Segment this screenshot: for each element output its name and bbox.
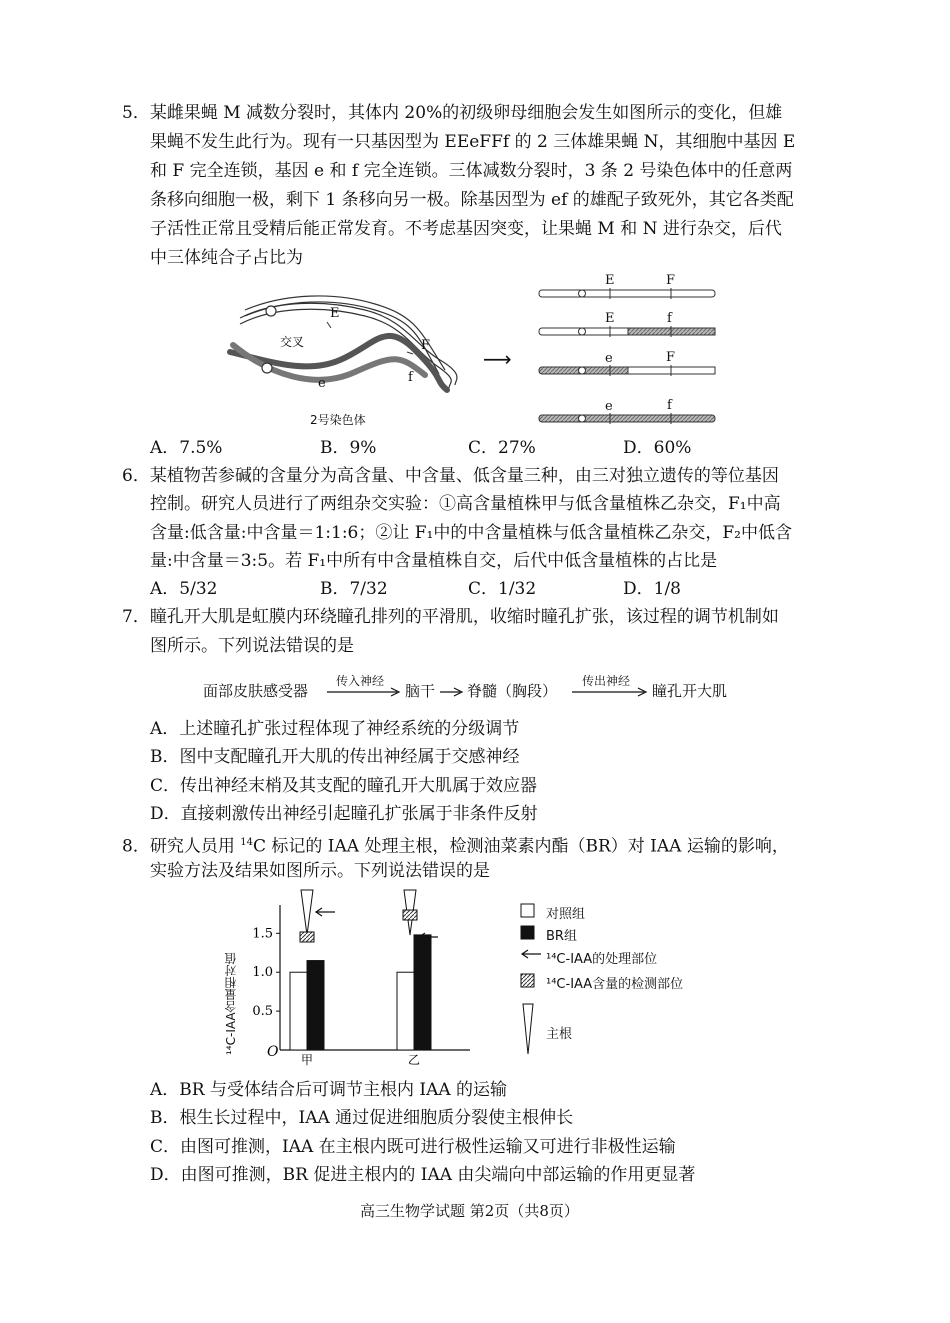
q7-option-d[interactable]: D．直接刺激传出神经引起瞳孔扩张属于非条件反射	[150, 804, 538, 824]
bar-control-乙	[397, 972, 414, 1050]
y-tick-label: 1.5	[252, 926, 273, 942]
q7-option-c[interactable]: C．传出神经末梢及其支配的瞳孔开大肌属于效应器	[150, 776, 538, 796]
bar-control-甲	[290, 972, 307, 1050]
q5-line-3: 和 F 完全连锁，基因 e 和 f 完全连锁。三体减数分裂时，3 条 2 号染色体中的任意两	[150, 161, 793, 181]
gene-F-label: F	[421, 338, 431, 353]
cross-label: 交叉	[280, 335, 305, 349]
q6-line-3: 含量:低含量:中含量＝1:1:6；②让 F₁中的中含量植株与低含量植株乙杂交，F₂中低含	[150, 523, 792, 543]
chart-ylabel: ¹⁴C-IAA含量相对值	[224, 952, 238, 1055]
q8-option-c[interactable]: C．由图可推测，IAA 在主根内既可进行极性运输又可进行非极性运输	[150, 1137, 676, 1157]
chromatids-diagram	[535, 288, 720, 428]
legend-control-label: 对照组	[546, 907, 586, 922]
q6-line-1: 6．某植物苦参碱的含量分为高含量、中含量、低含量三种，由三对独立遗传的等位基因	[122, 466, 779, 486]
q5-option-b[interactable]: B．9%	[320, 438, 377, 458]
q6-option-a[interactable]: A．5/32	[150, 579, 218, 599]
legend-control-swatch	[521, 904, 534, 917]
chromatid1-E: E	[605, 273, 615, 288]
flow-mid2: 脊髓（胸段）	[467, 682, 558, 700]
chromatid3-F: F	[666, 350, 676, 365]
flow-arrow-mid-icon	[440, 688, 464, 696]
legend-hatch-swatch	[521, 974, 534, 987]
legend-root-icon	[523, 1004, 533, 1054]
q8-line-2: 实验方法及结果如图所示。下列说法错误的是	[150, 861, 490, 881]
q7-option-b[interactable]: B．图中支配瞳孔开大肌的传出神经属于交感神经	[150, 747, 520, 767]
flow-arrow1-icon	[327, 688, 402, 696]
q8-line-1: 8．研究人员用 $^{14}$C 标记的 IAA 处理主根，检测油菜素内酯（BR）对 IAA 运输的影响，	[122, 836, 789, 857]
x-tick-label: 甲	[300, 1053, 314, 1067]
chromatid4-e: e	[605, 399, 613, 414]
legend-br-swatch	[521, 926, 534, 939]
gene-E-label: E	[330, 306, 340, 321]
legend-treat-label: ¹⁴C-IAA的处理部位	[546, 952, 658, 967]
legend-br-label: BR组	[546, 929, 577, 944]
flow-start: 面部皮肤感受器	[203, 682, 309, 700]
flow-end: 瞳孔开大肌	[652, 682, 728, 700]
q6-line-2: 控制。研究人员进行了两组杂交实验：①高含量植株甲与低含量植株乙杂交，F₁中高	[150, 494, 781, 514]
chromatid2-f: f	[667, 311, 672, 326]
q5-option-a[interactable]: A．7.5%	[150, 438, 223, 458]
y-tick-label: 1.0	[252, 965, 273, 981]
x-tick-label: 乙	[407, 1053, 421, 1067]
flow-arrow2-label: 传出神经	[582, 674, 631, 688]
q5-line-1: 5．某雌果蝇 M 减数分裂时，其体内 20%的初级卵母细胞会发生如图所示的变化，但雄	[122, 103, 783, 123]
legend-icons	[519, 902, 547, 1062]
iaa-bar-chart	[230, 890, 480, 1070]
q6-line-4: 量:中含量＝3:5。若 F₁中所有中含量植株自交，后代中低含量植株的占比是	[150, 551, 718, 571]
gene-e-label: e	[318, 376, 326, 391]
chromatid2-E: E	[605, 311, 615, 326]
q7-option-a[interactable]: A．上述瞳孔扩张过程体现了神经系统的分级调节	[150, 719, 520, 739]
bar-br-乙	[414, 935, 431, 1050]
chromosome-2-label: 2号染色体	[310, 413, 366, 427]
arrow-icon: ⟶	[483, 347, 512, 371]
q6-option-d[interactable]: D．1/8	[623, 579, 681, 599]
flow-arrow2-icon	[572, 688, 648, 696]
legend-root-label: 主根	[546, 1027, 573, 1042]
q8-option-a[interactable]: A．BR 与受体结合后可调节主根内 IAA 的运输	[150, 1080, 508, 1100]
q6-option-c[interactable]: C．1/32	[468, 579, 537, 599]
y-tick-label: 0.5	[252, 1004, 273, 1020]
chromatid1-F: F	[666, 273, 676, 288]
q5-option-d[interactable]: D．60%	[623, 438, 692, 458]
q5-line-6: 中三体纯合子占比为	[150, 248, 303, 268]
q8-option-b[interactable]: B．根生长过程中，IAA 通过促进细胞质分裂使主根伸长	[150, 1108, 574, 1128]
flow-mid1: 脑干	[405, 682, 436, 700]
q5-line-2: 果蝇不发生此行为。现有一只基因型为 EEeFFf 的 2 三体雄果蝇 N，其细胞中基因 E	[150, 132, 796, 152]
bar-br-甲	[307, 961, 324, 1050]
detect-site-icon	[300, 932, 314, 942]
chromatid3-e: e	[605, 351, 613, 366]
q8-option-d[interactable]: D．由图可推测，BR 促进主根内的 IAA 由尖端向中部运输的作用更显著	[150, 1165, 696, 1185]
q7-line-1: 7．瞳孔开大肌是虹膜内环绕瞳孔排列的平滑肌，收缩时瞳孔扩张，该过程的调节机制如	[122, 607, 779, 627]
detect-site-icon	[403, 910, 417, 920]
origin-label: O	[267, 1044, 279, 1060]
gene-f-label: f	[408, 370, 413, 385]
flow-arrow1-label: 传入神经	[336, 674, 385, 688]
q5-line-4: 条移向细胞一极，剩下 1 条移向另一极。除基因型为 ef 的雄配子致死外，其它各类配	[150, 190, 794, 210]
legend-detect-label: ¹⁴C-IAA含量的检测部位	[546, 977, 684, 992]
root-icon	[301, 890, 313, 935]
page-footer: 高三生物学试题 第2页（共8页）	[360, 1202, 579, 1220]
q5-line-5: 子活性正常且受精后能正常发育。不考虑基因突变，让果蝇 M 和 N 进行杂交，后代	[150, 219, 782, 239]
q6-option-b[interactable]: B．7/32	[320, 579, 388, 599]
q5-option-c[interactable]: C．27%	[468, 438, 536, 458]
q7-line-2: 图所示。下列说法错误的是	[150, 636, 354, 656]
chromatid4-f: f	[667, 398, 672, 413]
